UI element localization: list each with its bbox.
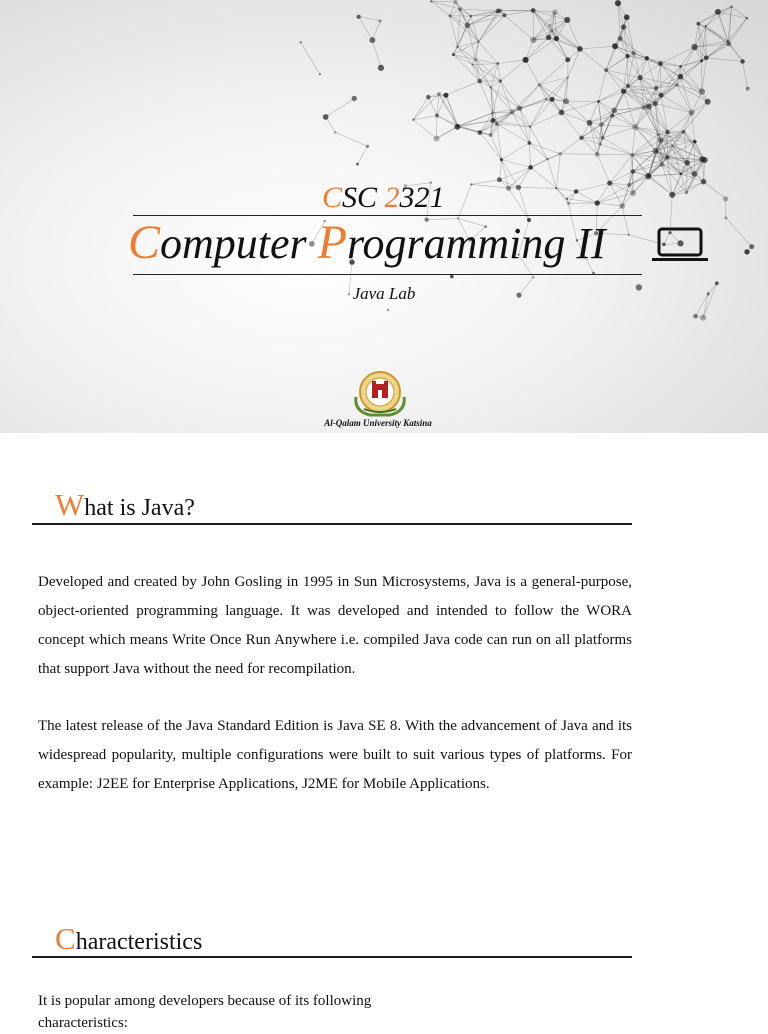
section-divider [32,523,632,525]
course-title-part-1: omputer [160,219,318,268]
characteristics-intro: It is popular among developers because of its following characteristics: [38,990,418,1034]
section-divider [32,956,632,958]
paragraph: Developed and created by John Gosling in 1995 in Sun Microsystems, Java is a general-purpose, object-oriented programming language. It was developed and intended to follow the WORA concept which means Write Once Run Anywhere i.e. compiled Java code can run on all platforms that support Java without the need for recompilation. [38,568,632,684]
heading-text: haracteristics [76,929,203,955]
section-heading-what-is-java [55,490,195,523]
title-rule-bottom [133,274,642,275]
cover-banner [0,0,768,433]
heading-initial: W [55,487,84,522]
course-title-part-2: rogramming II [347,219,606,268]
course-code-mid: SC [342,181,385,214]
section-heading-characteristics [55,924,202,957]
paragraph: The latest release of the Java Standard Edition is Java SE 8. With the advancement of Java and its widespread popularity, multiple configurations were built to suit various types of platforms. For example: J2EE for Enterprise Applications, J2ME for Mobile Applications. [38,712,632,799]
course-code-accent-digit: 2 [385,181,400,214]
heading-text: hat is Java? [84,495,195,521]
course-title-cap-2: P [318,216,347,269]
laptop-icon [651,226,709,264]
title-rule-top [133,215,642,216]
course-code-prefix: C [322,181,342,214]
course-title [128,217,606,270]
subtitle: Java Lab [0,284,768,304]
university-seal [350,369,410,419]
university-name: Al-Qalam University Katsina [0,418,756,429]
heading-initial: C [55,921,76,956]
course-title-cap-1: C [128,216,160,269]
course-code-rest: 321 [400,181,445,214]
course-code [322,180,462,216]
